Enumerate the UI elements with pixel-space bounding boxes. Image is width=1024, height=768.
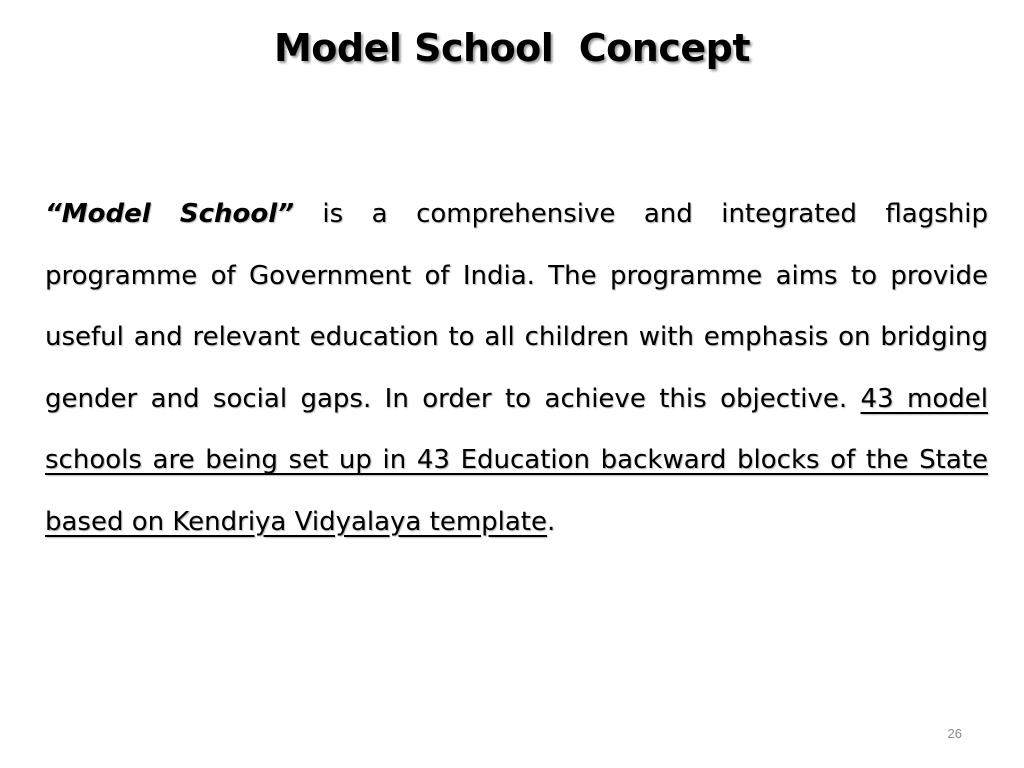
body-paragraph [45, 184, 988, 553]
quoted-term: “Model School” [45, 199, 294, 229]
slide-number: 26 [947, 726, 962, 741]
paragraph-end-text: . [547, 506, 556, 537]
slide-title: Model School Concept [273, 26, 750, 70]
paragraph-main-text: is a comprehensive and integrated flagship programme of Government of India. The programme aims to provide useful and relevant education to all children with emphasis on bridging gender and social gaps. In order to achieve this objective. [45, 199, 988, 414]
paragraph-underlined-text: 43 model schools are being set up in 43 Education backward blocks of the State based on Kendriya Vidyalaya template [45, 383, 988, 537]
